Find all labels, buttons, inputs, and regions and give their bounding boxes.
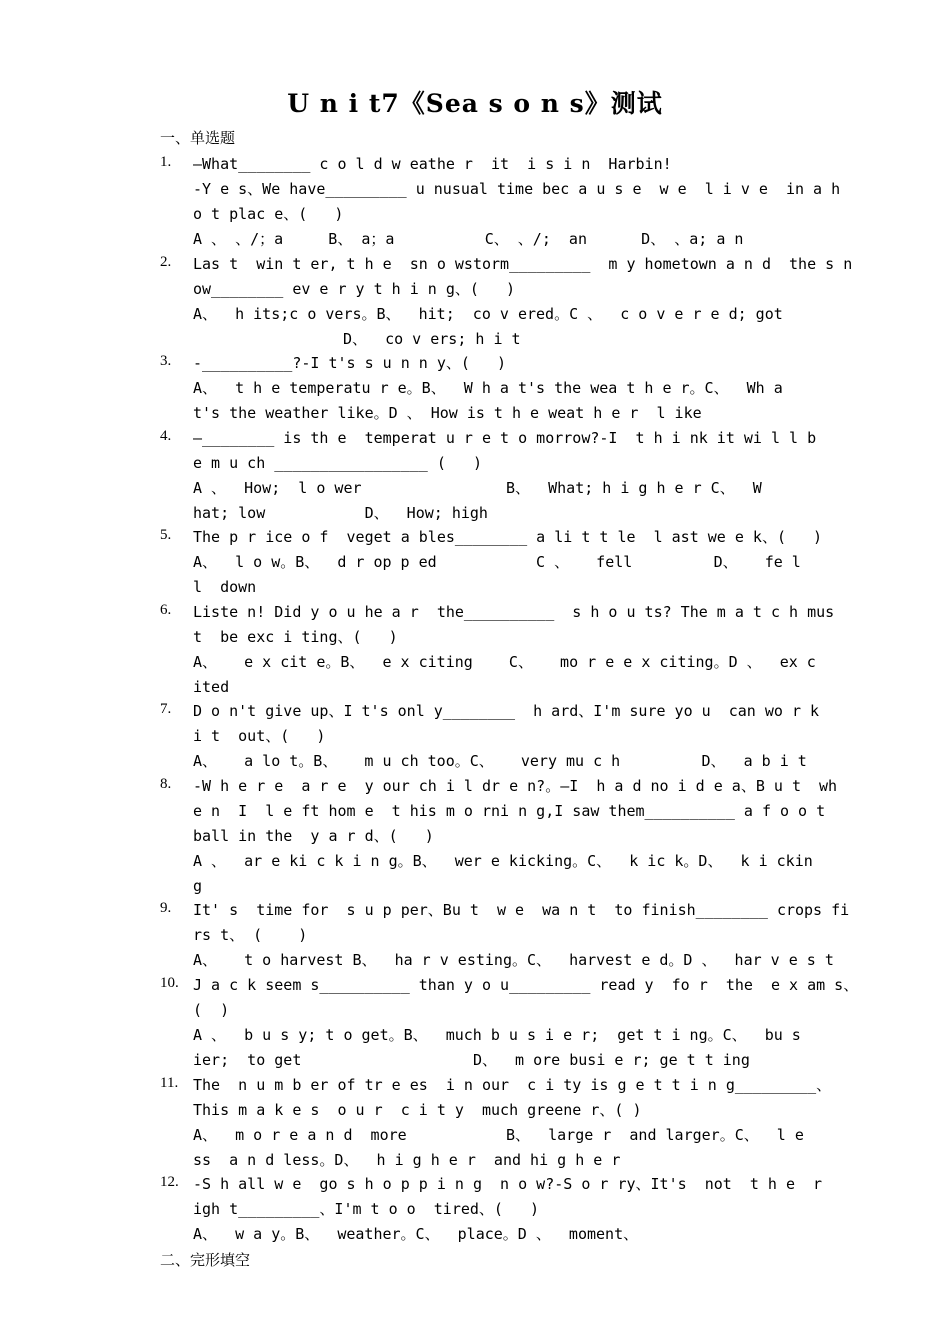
question-text: -Y e s、We have_________ u nusual time bec a u s e w e l i v e in a h <box>193 180 841 198</box>
question-text: It' s time for s u p per、Bu t w e wa n t to finish________ crops fi <box>193 901 850 919</box>
question-text: -__________?-I t's s u n n y、( ) <box>193 354 507 372</box>
question-text: e n I l e ft hom e t his m o rni n g,I saw them__________ a f o o t <box>193 802 826 820</box>
question-text: ball in the y a r d、( ) <box>193 827 434 845</box>
question-number: 4. <box>160 428 172 444</box>
answer-options: A、 w a y。B、 weather。C、 place。D 、 moment、 <box>193 1225 639 1243</box>
question-text: -W h e r e a r e y our ch i l dr e n?。—I h a d no i d e a、B u t wh <box>193 777 838 795</box>
question-text: ow________ ev e r y t h i n g、( ) <box>193 280 516 298</box>
question-text: t be exc i ting、( ) <box>193 628 398 646</box>
answer-options: A、 e x cit e。B、 e x citing C、 mo r e e x citing。D 、 ex c <box>193 653 816 671</box>
question-number: 12. <box>160 1174 179 1190</box>
page-title: U n i t7《Sea s o n s》测试 <box>287 89 663 118</box>
question-text: i t out、( ) <box>193 727 326 745</box>
question-number: 1. <box>160 154 172 170</box>
question-text: o t plac e、( ) <box>193 205 344 223</box>
question-number: 5. <box>160 527 172 543</box>
answer-options: A 、 How; l o wer B、 What; h i g h e r C、 W <box>193 479 762 497</box>
answer-options: A 、 、/；a B、 a；a C、 、/; an D、 、a; a n <box>193 230 744 248</box>
answer-options: A 、 b u s y; t o get。B、 much b u s i e r; get t i ng。C、 bu s <box>193 1026 801 1044</box>
answer-options: hat; low D、 How; high <box>193 504 488 522</box>
question-number: 11. <box>160 1075 179 1091</box>
answer-options: ited <box>193 678 230 696</box>
answer-options: l down <box>193 578 257 596</box>
answer-options: ier; to get D、 m ore busi e r; ge t t ing <box>193 1051 750 1069</box>
question-number: 8. <box>160 776 172 792</box>
question-text: —What________ c o l d w eathe r it i s i n Harbin! <box>193 155 672 173</box>
answer-options: D、 co v ers; h i t <box>343 330 521 348</box>
question-text: This m a k e s o u r c i t y much greene r、( ) <box>193 1101 642 1119</box>
answer-options: A、 l o w。B、 d r op p ed C 、 fell D、 fe l <box>193 553 801 571</box>
answer-options: A、 m o r e a n d more B、 large r and larger。C、 l e <box>193 1126 804 1144</box>
question-number: 3. <box>160 353 172 369</box>
question-text: The p r ice o f veget a bles________ a li t t le l ast we e k、( ) <box>193 528 823 546</box>
answer-options: A、 t h e temperatu r e。B、 W h a t's the wea t h e r。C、 Wh a <box>193 379 783 397</box>
question-text: ( ) <box>193 1001 230 1019</box>
answer-options: A、 a lo t。B、 m u ch too。C、 very mu c h D、 a b i t <box>193 752 807 770</box>
question-text: The n u m b er of tr e es i n our c i ty is g e t t i n g_________、 <box>193 1076 832 1094</box>
section-heading-cloze: 二、完形填空 <box>160 1251 251 1269</box>
question-number: 6. <box>160 602 172 618</box>
question-number: 7. <box>160 701 172 717</box>
question-number: 2. <box>160 254 172 270</box>
question-text: —________ is th e temperat u r e t o morrow?-I t h i nk it wi l l b <box>193 429 817 447</box>
answer-options: t's the weather like。D 、 How is t h e weat h e r l ike <box>193 404 702 422</box>
answer-options: A 、 ar e ki c k i n g。B、 wer e kicking。C、 k ic k。D、 k i ckin <box>193 852 813 870</box>
answer-options: A、 h its;c o vers。B、 hit; co v ered。C 、 c o v e r e d; got <box>193 305 783 323</box>
question-text: e m u ch _________________ ( ) <box>193 454 482 472</box>
section-heading-single-choice: 一、单选题 <box>160 129 236 147</box>
answer-options: g <box>193 877 203 895</box>
question-number: 10. <box>160 975 179 991</box>
answer-options: ss a n d less。D、 h i g h e r and hi g h e r <box>193 1151 621 1169</box>
answer-options: A、 t o harvest B、 ha r v esting。C、 harvest e d。D 、 har v e s t <box>193 951 834 969</box>
question-text: D o n't give up、I t's onl y________ h ard、I'm sure yo u can wo r k <box>193 702 820 720</box>
question-text: Liste n! Did y o u he a r the__________ s h o u ts? The m a t c h mus <box>193 603 835 621</box>
question-text: J a c k seem s__________ than y o u_________ read y fo r the e x am s、 <box>193 976 859 994</box>
question-text: Las t win t er, t h e sn o wstorm_________ m y hometown a n d the s n <box>193 255 853 273</box>
question-text: rs t、 ( ) <box>193 926 308 944</box>
question-number: 9. <box>160 900 172 916</box>
question-text: igh t_________、I'm t o o tired、( ) <box>193 1200 540 1218</box>
question-text: -S h all w e go s h o p p i n g n o w?-S o r ry、It's not t h e r <box>193 1175 823 1193</box>
